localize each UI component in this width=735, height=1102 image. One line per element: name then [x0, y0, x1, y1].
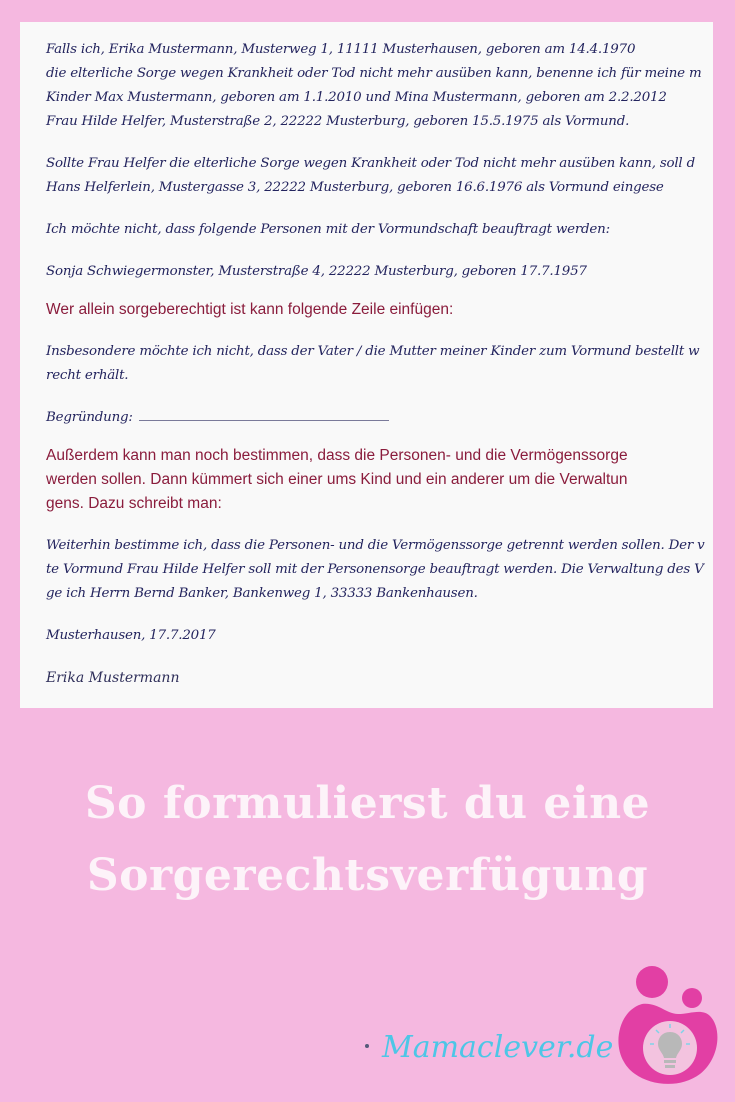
signature: Erika Mustermann: [46, 670, 180, 686]
headline-line-2: Sorgerechtsverfügung: [86, 850, 649, 901]
doc-line: te Vormund Frau Hilde Helfer soll mit der Personensorge beauftragt werden. Die Verwaltung des V: [46, 562, 704, 577]
mother-child-lightbulb-logo-icon: [612, 962, 724, 1092]
instruction-note: werden sollen. Dann kümmert sich einer ums Kind und ein anderer um die Verwaltun: [46, 471, 628, 488]
doc-line: die elterliche Sorge wegen Krankheit oder Tod nicht mehr ausüben kann, benenne ich für meine m: [46, 66, 702, 81]
instruction-note: Außerdem kann man noch bestimmen, dass die Personen- und die Vermögenssorge: [46, 447, 628, 464]
doc-line: Weiterhin bestimme ich, dass die Personen- und die Vermögenssorge getrennt werden sollen. Der v: [46, 538, 705, 553]
doc-line: Insbesondere möchte ich nicht, dass der Vater / die Mutter meiner Kinder zum Vormund bestellt w: [46, 344, 700, 359]
doc-line: recht erhält.: [46, 368, 129, 383]
doc-line: Frau Hilde Helfer, Musterstraße 2, 22222 Musterburg, geboren 15.5.1975 als Vormund.: [46, 114, 630, 129]
instruction-note: Wer allein sorgeberechtigt ist kann folgende Zeile einfügen:: [46, 301, 454, 318]
instruction-note: gens. Dazu schreibt man:: [46, 495, 222, 512]
doc-line: Hans Helferlein, Mustergasse 3, 22222 Musterburg, geboren 16.6.1976 als Vormund eingese: [46, 180, 664, 195]
bullet-dot: [365, 1044, 369, 1048]
document-preview: [20, 22, 713, 708]
headline-line-1: So formulierst du eine: [84, 778, 651, 829]
doc-line: Sonja Schwiegermonster, Musterstraße 4, 22222 Musterburg, geboren 17.7.1957: [46, 264, 587, 279]
doc-line: Kinder Max Mustermann, geboren am 1.1.2010 und Mina Mustermann, geboren am 2.2.2012: [46, 90, 667, 105]
doc-line: Sollte Frau Helfer die elterliche Sorge wegen Krankheit oder Tod nicht mehr ausüben kann, soll d: [46, 156, 695, 171]
reason-label: Begründung:: [46, 410, 133, 425]
doc-line: ge ich Herrn Bernd Banker, Bankenweg 1, 33333 Bankenhausen.: [46, 586, 478, 601]
reason-line: [46, 406, 713, 430]
doc-line: Ich möchte nicht, dass folgende Personen mit der Vormundschaft beauftragt werden:: [46, 222, 610, 237]
brand-name: Mamaclever.de: [382, 1030, 614, 1065]
place-date: Musterhausen, 17.7.2017: [46, 628, 216, 643]
reason-blank: [139, 410, 389, 421]
doc-line: Falls ich, Erika Mustermann, Musterweg 1, 11111 Musterhausen, geboren am 14.4.1970: [46, 42, 636, 57]
